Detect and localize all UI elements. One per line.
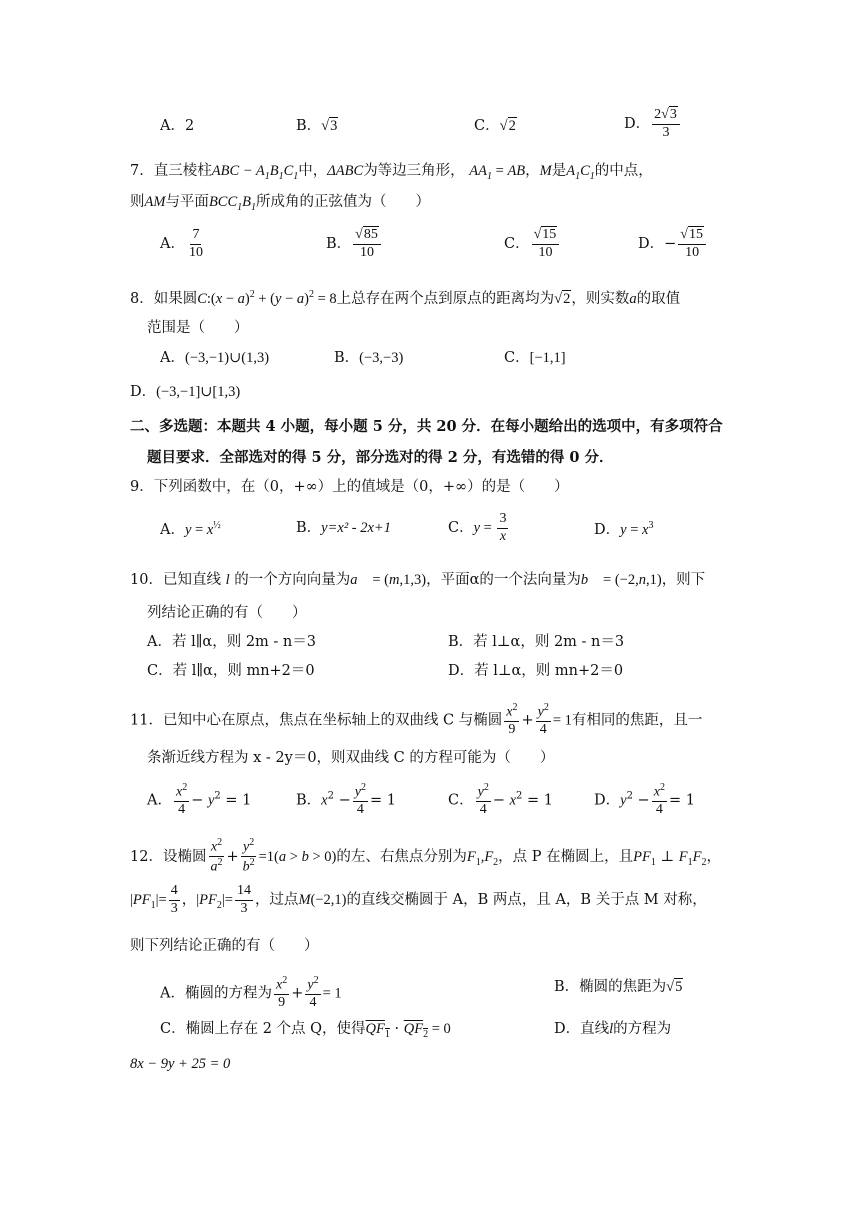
q9-option-b: B．y=x² - 2x+1: [296, 520, 391, 536]
q6-option-a: A．2: [160, 118, 195, 134]
q10-line-1: 10．已知直线 l 的一个方向向量为a⃗ = (m,1,3)，平面α的一个法向量为b⃗ = (−2,n,1)，则下: [130, 572, 706, 588]
q11-option-b: B．$x^2$ − $\frac{y^2}{4}$ = 1: [296, 782, 396, 818]
section-2-heading-line-1: 二、多选题：本题共 4 小题，每小题 5 分，共 20 分．在每小题给出的选项中，有多项符合: [130, 418, 723, 435]
q7-option-d: D．− $\frac{√15}{10}$: [638, 228, 708, 260]
q10-option-a: A．若 l∥α，则 2m - n＝3: [147, 634, 316, 650]
q12-line-2: $|PF_1|=$ $\frac{4}{3}$ ，$|PF_2|=$ $\frac{14}{3}$ ，过点M(−2,1)的直线交椭圆于 A，B 两点，且 A，B 关于点 M 对称，: [130, 883, 707, 916]
q7-line-2: 则AM与平面$BCC_1B_1$所成角的正弦值为（ ）: [130, 194, 430, 213]
q7-line-1: 7．直三棱柱ABC − $A_1B_1C_1$中，ΔABC为等边三角形， $AA_1$ = AB，M是$A_1C_1$的中点，: [130, 163, 653, 182]
q9-option-c: C．y = $\frac{3}{x}$: [448, 511, 507, 544]
section-2-heading-line-2: 题目要求．全部选对的得 5 分，部分选对的得 2 分，有选错的得 0 分．: [147, 449, 614, 466]
q9-option-a: A．$y = x^{\frac{1}{2}}$: [160, 520, 221, 538]
q9-stem: 9．下列函数中，在（0，+∞）上的值域是（0，+∞）的是（ ）: [130, 479, 569, 495]
q7-option-a: A． $\frac{7}{10}$: [160, 227, 203, 260]
q8-line-2: 范围是（ ）: [147, 320, 249, 336]
q10-option-d: D．若 l⊥α，则 mn+2＝0: [448, 663, 624, 679]
q10-option-b: B．若 l⊥α，则 2m - n＝3: [448, 634, 625, 650]
q12-line-3: 则下列结论正确的有（ ）: [130, 938, 319, 954]
q10-line-2: 列结论正确的有（ ）: [147, 605, 307, 621]
q9-option-d: D．$y = x^3$: [594, 520, 654, 538]
q6-option-d: D． $\frac{2√3}{3}$: [624, 108, 682, 140]
q8-option-b: B．(−3,−3): [334, 350, 404, 366]
q12-option-b: B．椭圆的焦距为√5: [554, 979, 683, 995]
q11-option-d: D．$y^2$ − $\frac{x^2}{4}$ = 1: [594, 782, 695, 818]
q7-option-b: B． $\frac{√85}{10}$: [326, 228, 383, 260]
q8-option-a: A．(−3,−1)∪(1,3): [160, 350, 270, 366]
q6-option-c: C．√2: [474, 118, 516, 134]
q12-option-d-equation: 8x − 9y + 25 = 0: [130, 1056, 231, 1072]
q12-option-c: C．椭圆上存在 2 个点 Q，使得$QF_1 \cdot QF_2 = 0$: [160, 1021, 451, 1040]
q6-option-b: B．√3: [296, 118, 338, 134]
q8-option-c: C．[−1,1]: [504, 350, 566, 366]
q11-line-1: 11．已知中心在原点，焦点在坐标轴上的双曲线 C 与椭圆 $\frac{x^2}{9}$ + $\frac{y^2}{4}$ = 1有相同的焦距，且一: [130, 702, 703, 738]
q10-option-c: C．若 l∥α，则 mn+2＝0: [147, 663, 315, 679]
q11-line-2: 条渐近线方程为 x - 2y＝0，则双曲线 C 的方程可能为（ ）: [147, 750, 555, 766]
q7-option-c: C． $\frac{√15}{10}$: [504, 228, 561, 260]
q12-line-1: 12．设椭圆 $\frac{x^2}{a^2}$ + $\frac{y^2}{b^2}$ =1(a > b > 0)的左、右焦点分别为$F_1,F_2$，点 P 在椭圆上，且$PF_1$ ⊥ $F_1F_2$，: [130, 837, 721, 875]
q12-option-a: A．椭圆的方程为 $\frac{x^2}{9}$ + $\frac{y^2}{4}$ = 1: [160, 975, 342, 1011]
q8-line-1: 8．如果圆C:(x − $a)^2 + (y - a)^2 = 8$上总存在两个点到原点的距离均为√2，则实数a的取值: [130, 289, 681, 307]
q12-option-d: D．直线l的方程为: [554, 1021, 672, 1037]
q11-option-c: C． $\frac{y^2}{4}$ − $x^2 = 1$: [448, 782, 553, 818]
q11-option-a: A． $\frac{x^2}{4}$ − $y^2 = 1$: [147, 782, 252, 818]
q8-option-d: D．(−3,−1]∪[1,3): [130, 384, 241, 400]
